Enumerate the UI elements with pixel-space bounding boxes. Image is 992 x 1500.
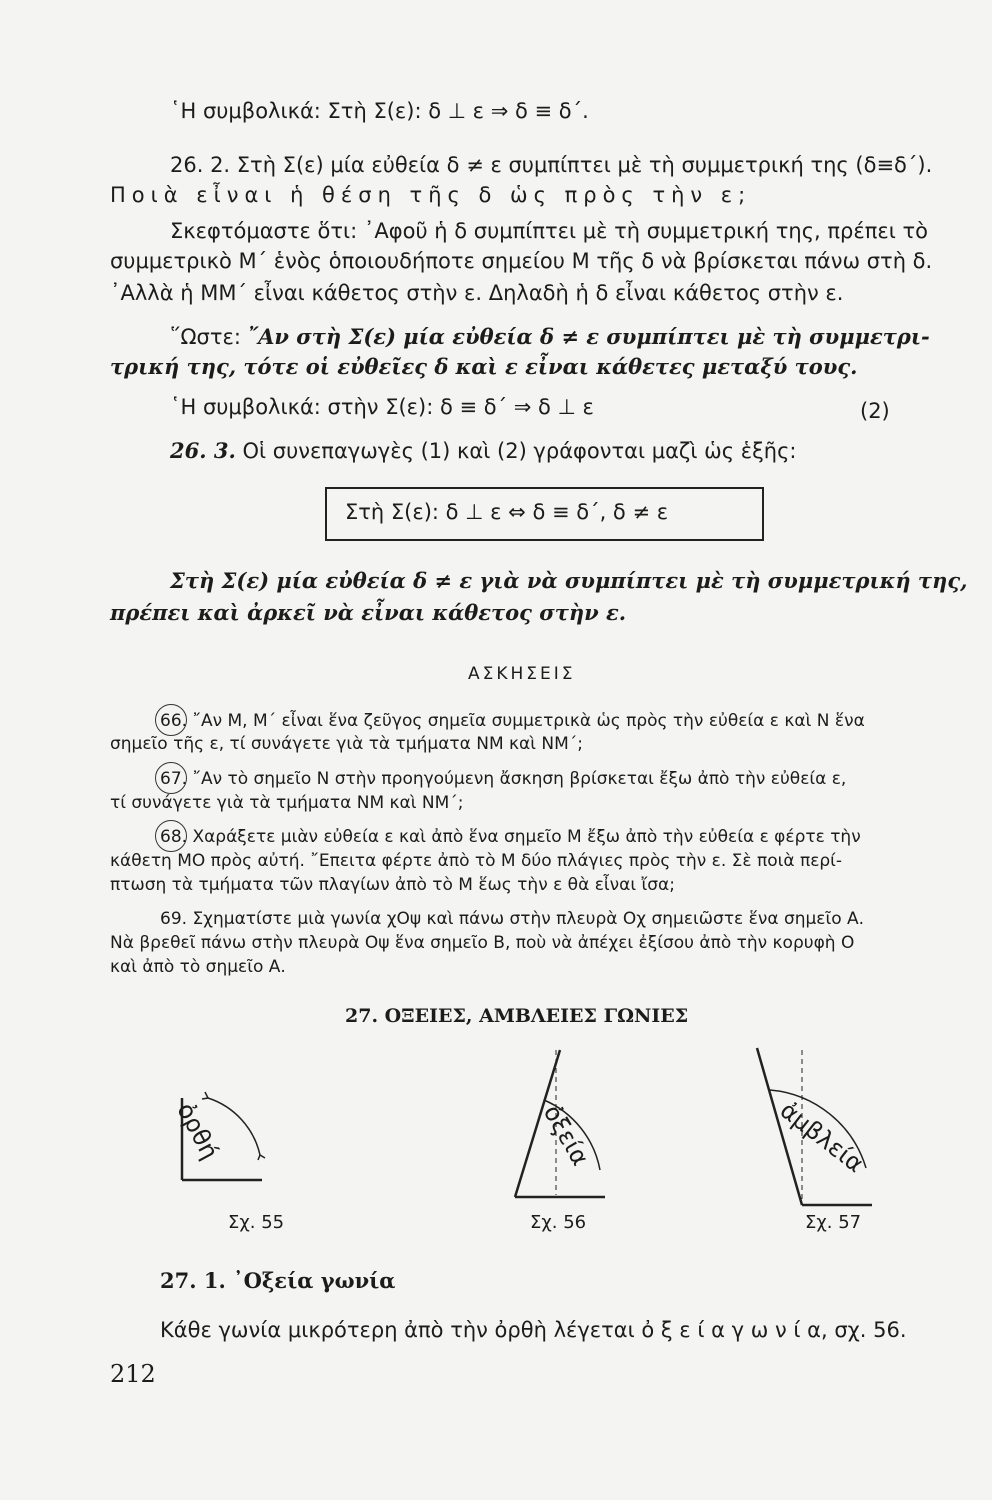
reasoning-line-1: Σκεφτόμαστε ὅτι: ᾿Αφοῦ ἡ δ συμπίπτει μὲ τὴ συμμετρική της, πρέπει τὸ [170, 219, 928, 243]
subsection-27-1-heading: 27. 1. ᾿Οξεία γωνία [160, 1268, 396, 1293]
exercise-69-line-1: 69. Σχηματίστε μιὰ γωνία χΟψ καὶ πάνω στὴν πλευρὰ Οχ σημειῶστε ἕνα σημεῖο Α. [160, 909, 865, 929]
exercise-69-line-3: καὶ ἀπὸ τὸ σημεῖο Α. [110, 957, 286, 977]
reasoning-line-2: συμμετρικὸ Μ΄ ἑνὸς ὁποιουδήποτε σημείου Μ τῆς δ νὰ βρίσκεται πάνω στὴ δ. [110, 249, 933, 273]
caption-fig-57: Σχ. 57 [805, 1212, 862, 1233]
exercise-66-line-2: σημεῖο τῆς ε, τί συνάγετε γιὰ τὰ τμήματα ΝΜ καὶ ΝΜ΄; [110, 734, 584, 754]
caption-fig-56: Σχ. 56 [530, 1212, 587, 1233]
section-27-heading: 27. ΟΞΕΙΕΣ, ΑΜΒΛΕΙΕΣ ΓΩΝΙΕΣ [345, 1005, 689, 1027]
conclusion-lead: ῞Ωστε: [170, 325, 248, 349]
conclusion-bold-2: τρική της, τότε οἱ εὐθεῖες δ καὶ ε εἶναι κάθετες μεταξύ τους. [110, 354, 858, 379]
label-acute-angle: ὀξεία [537, 1100, 595, 1171]
theorem-line-1: Στὴ Σ(ε) μία εὐθεία δ ≠ ε γιὰ νὰ συμπίπτει μὲ τὴ συμμετρική της, [170, 568, 968, 593]
exercises-heading: ΑΣΚΗΣΕΙΣ [468, 664, 576, 684]
boxed-equivalence-text: Στὴ Σ(ε): δ ⊥ ε ⇔ δ ≡ δ΄, δ ≠ ε [345, 500, 669, 524]
equation-number: (2) [860, 399, 890, 423]
symbolic-line-1: ῾Η συμβολικά: Στὴ Σ(ε): δ ⊥ ε ⇒ δ ≡ δ΄. [170, 99, 589, 123]
exercise-69-line-2: Νὰ βρεθεῖ πάνω στὴν πλευρὰ Οψ ἕνα σημεῖο Β, ποὺ νὰ ἀπέχει ἐξίσου ἀπὸ τὴν κορυφὴ Ο [110, 933, 855, 953]
exercise-67-line-2: τί συνάγετε γιὰ τὰ τμήματα ΝΜ καὶ ΝΜ΄; [110, 793, 464, 813]
page-number: 212 [110, 1360, 156, 1388]
conclusion-bold-1: ῎Αν στὴ Σ(ε) μία εὐθεία δ ≠ ε συμπίπτει μὲ τὴ συμμετρι- [247, 324, 930, 349]
exercise-68-line-3: πτωση τὰ τμήματα τῶν πλαγίων ἀπὸ τὸ Μ ἕως τὴν ε θὰ εἶναι ἴσα; [110, 875, 675, 895]
section-26-2-text: 26. 2. Στὴ Σ(ε) μία εὐθεία δ ≠ ε συμπίπτει μὲ τὴ συμμετρική της (δ≡δ΄). [170, 153, 933, 177]
caption-fig-55: Σχ. 55 [228, 1212, 285, 1233]
label-right-angle: ὀρθή [171, 1098, 225, 1164]
theorem-line-2: πρέπει καὶ ἀρκεῖ νὰ εἶναι κάθετος στὴν ε. [110, 600, 627, 625]
question-line: Ποιὰ εἶναι ἡ θέση τῆς δ ὡς πρὸς τὴν ε; [110, 183, 752, 207]
label-obtuse-angle: ἀμβλεία [774, 1096, 869, 1179]
exercise-68-line-1: 68. Χαράξετε μιὰν εὐθεία ε καὶ ἀπὸ ἕνα σημεῖο Μ ἔξω ἀπὸ τὴν εὐθεία ε φέρτε τὴν [160, 827, 861, 847]
section-26-3-number: 26. 3. [170, 438, 236, 463]
reasoning-line-3: ᾿Αλλὰ ἡ ΜΜ΄ εἶναι κάθετος στὴν ε. Δηλαδὴ ἡ δ εἶναι κάθετος στὴν ε. [110, 281, 844, 305]
symbolic-line-2: ῾Η συμβολικά: στὴν Σ(ε): δ ≡ δ΄ ⇒ δ ⊥ ε [170, 395, 594, 419]
section-26-3-text: Οἱ συνεπαγωγὲς (1) καὶ (2) γράφονται μαζὶ ὡς ἑξῆς: [235, 439, 797, 463]
exercise-68-line-2: κάθετη ΜΟ πρὸς αὐτή. ῎Επειτα φέρτε ἀπὸ τὸ Μ δύο πλάγιες πρὸς τὴν ε. Σὲ ποιὰ περί- [110, 851, 843, 871]
exercise-67-line-1: 67. ῎Αν τὸ σημεῖο Ν στὴν προηγούμενη ἄσκηση βρίσκεται ἔξω ἀπὸ τὴν εὐθεία ε, [160, 769, 847, 789]
definition-acute-angle: Κάθε γωνία μικρότερη ἀπὸ τὴν ὀρθὴ λέγεται ὀ ξ ε ί α γ ω ν ί α, σχ. 56. [160, 1318, 907, 1342]
exercise-66-line-1: 66. ῎Αν Μ, Μ΄ εἶναι ἕνα ζεῦγος σημεῖα συμμετρικὰ ὡς πρὸς τὴν εὐθεία ε καὶ Ν ἕνα [160, 711, 865, 731]
